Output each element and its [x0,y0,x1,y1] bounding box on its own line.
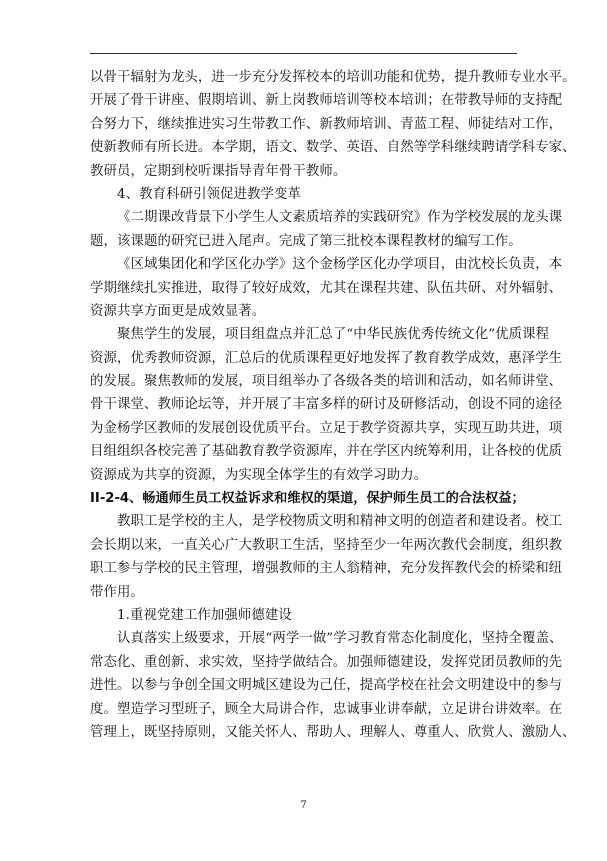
bold-section-heading: II-2-4、畅通师生员工权益诉求和维权的渠道，保护师生员工的合法权益； [90,491,525,507]
paragraph-start: 教职工是学校的主人，是学校物质文明和精神文明的创造者和建设者。校工 [117,514,563,530]
text-line: 常态化、重创新、求实效，坚持学做结合。加强师德建设，发挥党团员教师的先 [90,654,563,670]
page-number: 7 [300,800,307,811]
text-line: 题，该课题的研究已进入尾声。完成了第三批校本课程教材的编写工作。 [90,233,522,249]
text-line: 学期继续扎实推进，取得了较好成效，尤其在课程共建、队伍共研、对外辐射、 [90,280,563,296]
paragraph-start: 《区域集团化和学区化办学》这个金杨学区化办学项目，由沈校长负责，本 [117,257,563,273]
text-line: 的发展。聚焦教师的发展，项目组举办了各级各类的培训和活动，如名师讲堂、 [90,374,563,390]
text-line: 度。塑造学习型班子，顾全大局讲合作，忠诚事业讲奉献，立足讲台讲效率。在 [90,701,563,717]
section-heading: 1.重视党建工作加强师德建设 [117,607,292,623]
text-line: 进性。以参与争创全国文明城区建设为己任，提高学校在社会文明建设中的参与 [90,678,563,694]
paragraph-start: 聚焦学生的发展，项目组盘点并汇总了“中华民族优秀传统文化”优质课程 [117,327,550,343]
header-rule [90,53,517,54]
text-line: 骨干课堂、教师论坛等，并开展了丰富多样的研讨及研修活动，创设不同的途径 [90,397,563,413]
text-line: 目组组织各校完善了基础教育教学资源库，并在学区内统筹利用，让各校的优质 [90,444,563,460]
text-line: 职工参与学校的民主管理，增强教师的主人翁精神，充分发挥教代会的桥梁和纽 [90,561,563,577]
paragraph-start: 《二期课改背景下小学生人文素质培养的实践研究》作为学校发展的龙头课 [117,210,563,226]
body-text [90,66,576,744]
text-line: 以骨干辐射为龙头，进一步充分发挥校本的培训功能和优势，提升教师专业水平。 [90,70,576,85]
text-line: 教研员，定期到校听课指导青年骨干教师。 [90,163,347,179]
text-line: 合努力下，继续推进实习生带教工作、新教师培训、青蓝工程、师徒结对工作， [90,116,563,132]
text-line: 资源成为共享的资源，为实现全体学生的有效学习助力。 [90,467,428,483]
text-line: 资源共享方面更是成效显著。 [90,303,266,319]
section-heading: 4、教育科研引领促进教学变革 [117,186,301,202]
paragraph-start: 认真落实上级要求，开展“两学一做”学习教育常态化制度化，坚持全覆盖、 [117,631,563,647]
text-line: 会长期以来，一直关心广大教职工生活，坚持至少一年两次教代会制度，组织教 [90,537,563,553]
text-line: 管理上，既坚持原则，又能关怀人、帮助人、理解人、尊重人、欣赏人、激励人、 [90,724,576,740]
text-line: 使新教师有所长进。本学期，语文、数学、英语、自然等学科继续聘请学科专家、 [90,140,576,156]
text-line: 为金杨学区教师的发展创设优质平台。立足于教学资源共享，实现互助共进，项 [90,420,563,436]
text-line: 开展了骨干讲座、假期培训、新上岗教师培训等校本培训；在带教导师的支持配 [90,93,563,109]
text-line: 带作用。 [90,584,144,600]
text-line: 资源，优秀教师资源，汇总后的优质课程更好地发挥了教育教学成效，惠泽学生 [90,350,563,366]
